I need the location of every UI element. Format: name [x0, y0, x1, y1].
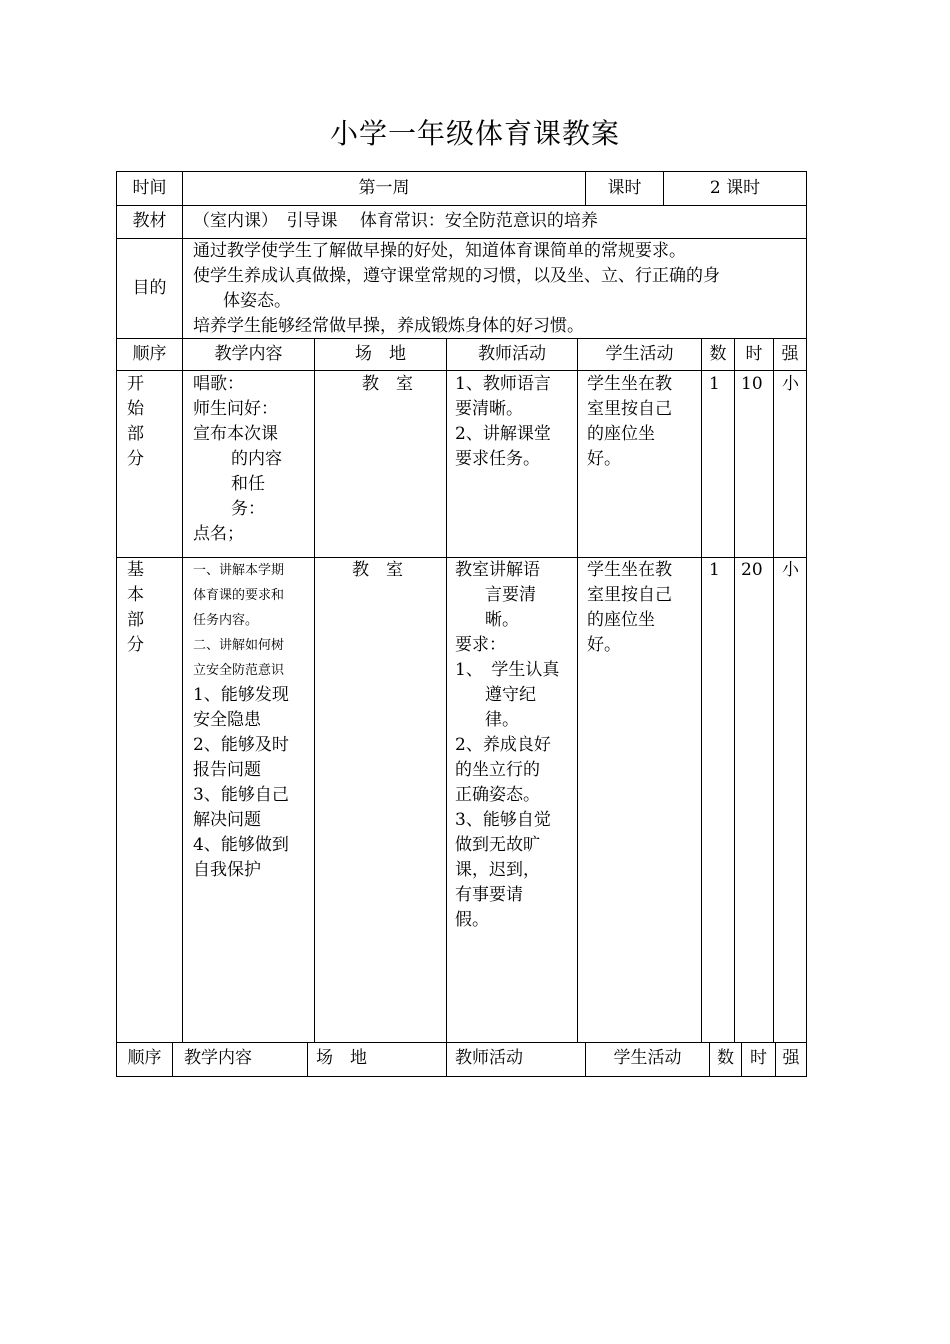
row-content: 唱歌： 师生问好： 宣布本次课 的内容 和任 务： 点名； [193, 374, 282, 544]
row-count: 1 [709, 560, 720, 580]
period-value: 2 课时 [709, 178, 761, 198]
row-teacher: 1、教师语言 要清晰。 2、讲解课堂 要求任务。 [455, 374, 551, 469]
col-student: 学生活动 [605, 344, 674, 364]
row-teacher: 教室讲解语 言要清 晰。 要求： 1、 学生认真 遵守纪 律。 2、养成良好 的坐立行的 正确姿态。 3、能够自觉 做到无故旷 课，迟到， 有事要请 假。 [455, 560, 560, 930]
row-venue: 教 室 [352, 560, 403, 580]
goal-line: 使学生养成认真做操，遵守课堂常规的习惯，以及坐、立、行正确的身 [193, 266, 720, 286]
goal-line: 通过教学使学生了解做早操的好处，知道体育课简单的常规要求。 [193, 241, 686, 261]
col-count: 数 [709, 344, 727, 364]
time-label: 时间 [132, 178, 167, 198]
goal-line: 体姿态。 [223, 291, 291, 311]
footer-col-intensity: 强 [782, 1048, 800, 1068]
footer-col-venue: 场 地 [316, 1048, 367, 1068]
footer-col-teacher: 教师活动 [455, 1048, 523, 1068]
goal-text [193, 239, 805, 339]
period-label: 课时 [607, 178, 642, 198]
row-student: 学生坐在教 室里按自己 的座位坐 好。 [587, 560, 672, 655]
col-order: 顺序 [132, 344, 167, 364]
row-intensity: 小 [782, 374, 799, 394]
page-title: 小学一年级体育课教案 [329, 117, 620, 150]
footer-col-time: 时 [750, 1048, 767, 1068]
col-venue: 场 地 [355, 344, 406, 364]
material-label: 教材 [132, 211, 167, 231]
footer-col-order: 顺序 [127, 1048, 162, 1068]
row-time: 10 [741, 374, 763, 394]
col-content: 教学内容 [214, 344, 283, 364]
col-time: 时 [745, 344, 763, 364]
col-intensity: 强 [781, 344, 799, 364]
footer-col-student: 学生活动 [613, 1048, 682, 1068]
row-content: 一、讲解本学期 体育课的要求和 任务内容。 二、讲解如何树 立安全防范意识 1、能够发现 安全隐患 2、能够及时 报告问题 3、能够自己 解决问题 4、能够做到 自我保护 [193, 563, 289, 880]
row-student: 学生坐在教 室里按自己 的座位坐 好。 [587, 374, 672, 469]
row-intensity: 小 [782, 560, 799, 580]
footer-col-content: 教学内容 [184, 1048, 252, 1068]
row-venue: 教 室 [362, 374, 413, 394]
footer-col-count: 数 [717, 1048, 734, 1068]
material-value: （室内课） 引导课 体育常识：安全防范意识的培养 [193, 211, 598, 231]
goal-line: 培养学生能够经常做早操，养成锻炼身体的好习惯。 [193, 316, 584, 336]
row-order: 开 始 部 分 [127, 374, 144, 469]
row-time: 20 [741, 560, 763, 580]
time-value: 第一周 [358, 178, 410, 198]
goal-label: 目的 [132, 278, 167, 298]
row-order: 基 本 部 分 [127, 560, 144, 655]
row-count: 1 [709, 374, 720, 394]
col-teacher: 教师活动 [478, 344, 546, 364]
